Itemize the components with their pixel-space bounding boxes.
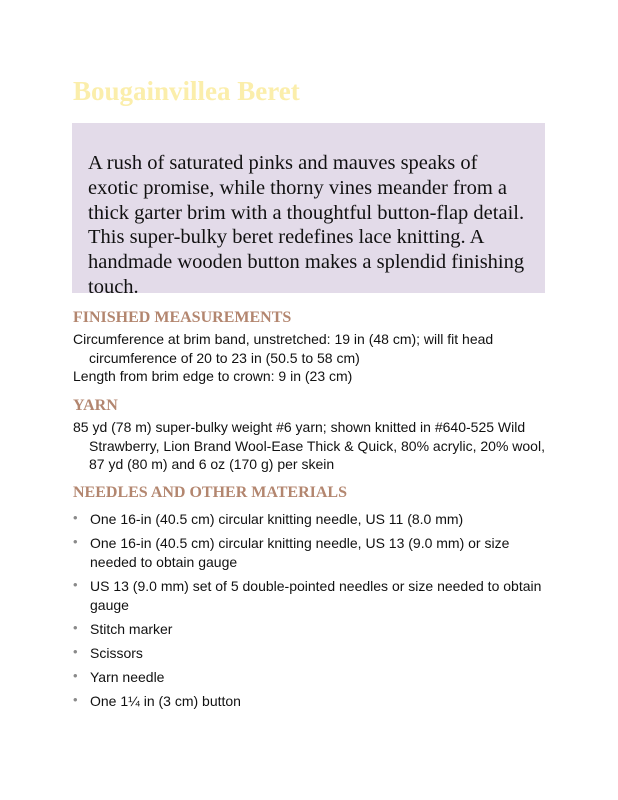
bullet-icon: • <box>73 644 78 659</box>
intro-box <box>72 123 545 298</box>
intro-text: A rush of saturated pinks and mauves speaks of exotic promise, while thorny vines meander from a thick garter brim with a thoughtful button-flap detail. This super-bulky beret redefines lace knitting. A handmade wooden button makes a splendid finishing touch. <box>88 152 525 298</box>
needles-heading: NEEDLES AND OTHER MATERIALS <box>73 484 347 501</box>
bullet-icon: • <box>73 577 78 592</box>
list-item <box>73 644 543 663</box>
circumference-text: Circumference at brim band, unstretched: 19 in (48 cm); will fit head circumference of 20 to 23 in (50.5 to 58 cm) <box>73 331 494 366</box>
finished-measurements-section <box>73 308 553 386</box>
list-item <box>73 510 543 529</box>
list-item <box>73 577 543 615</box>
material-text: US 13 (9.0 mm) set of 5 double-pointed needles or size needed to obtain gauge <box>90 578 542 613</box>
material-text: Yarn needle <box>90 669 165 685</box>
needles-section <box>73 483 553 503</box>
list-item <box>73 692 543 711</box>
finished-measurements-heading: FINISHED MEASUREMENTS <box>73 309 292 326</box>
material-text: Stitch marker <box>90 621 173 637</box>
list-item <box>73 668 543 687</box>
length-text: Length from brim edge to crown: 9 in (23 cm) <box>73 368 353 384</box>
materials-list <box>73 510 543 716</box>
yarn-section <box>73 396 553 474</box>
yarn-heading: YARN <box>73 397 118 414</box>
material-text: One 16-in (40.5 cm) circular knitting needle, US 13 (9.0 mm) or size needed to obtain gauge <box>90 535 510 570</box>
yarn-text: 85 yd (78 m) super-bulky weight #6 yarn; shown knitted in #640-525 Wild Strawberry, Lion Brand Wool-Ease Thick & Quick, 80% acrylic, 20% wool, 87 yd (80 m) and 6 oz (170 g) per skein <box>73 419 545 472</box>
list-item <box>73 534 543 572</box>
material-text: One 1¼ in (3 cm) button <box>90 693 241 709</box>
material-text: One 16-in (40.5 cm) circular knitting needle, US 11 (8.0 mm) <box>90 511 464 527</box>
bullet-icon: • <box>73 692 78 707</box>
bullet-icon: • <box>73 534 78 549</box>
page-title: Bougainvillea Beret <box>73 76 300 106</box>
material-text: Scissors <box>90 645 143 661</box>
bullet-icon: • <box>73 620 78 635</box>
list-item <box>73 620 543 639</box>
bullet-icon: • <box>73 510 78 525</box>
bullet-icon: • <box>73 668 78 683</box>
